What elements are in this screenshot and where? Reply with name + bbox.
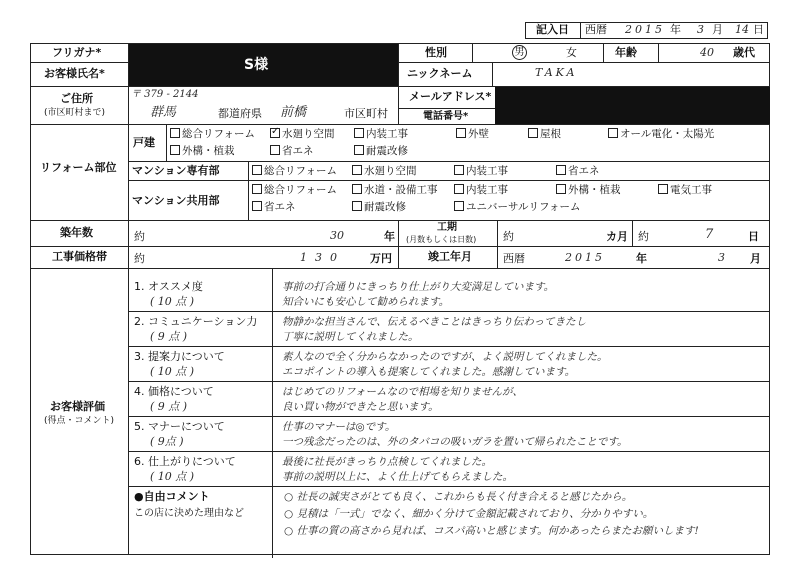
reform-option[interactable] <box>556 184 621 197</box>
evaluation-item-title: 2. コミュニケーション力 <box>134 315 258 328</box>
reform-option[interactable] <box>352 201 406 214</box>
reform-checkbox[interactable] <box>556 165 566 175</box>
free-comment-line-2: ○ 見積は「一式」でなく、細かく分けて金額記載されており、分かりやすい。 <box>284 508 654 520</box>
completion-month: 3 <box>718 251 725 264</box>
reform-checkbox[interactable] <box>354 145 364 155</box>
evaluation-sub: (得点・コメント) <box>44 416 115 426</box>
customer-name-value: S様 <box>244 57 269 73</box>
reform-option[interactable] <box>270 128 335 141</box>
period-sub: (月数もしくは日数) <box>406 235 477 244</box>
prefecture-unit: 都道府県 <box>218 107 262 120</box>
gender-label: 性別 <box>425 46 447 59</box>
reform-option-label: 電気工事 <box>670 184 712 196</box>
entry-date-day: 14 <box>735 23 749 36</box>
period-label: 工期 <box>437 222 457 233</box>
evaluation-item-comment: 知合いにも安心して勧められます。 <box>282 296 450 308</box>
reform-option[interactable] <box>354 128 408 141</box>
entry-date-era: 西暦 <box>585 23 607 36</box>
evaluation-item-score: ( 10 点 ) <box>150 470 195 483</box>
period-day-unit: 日 <box>748 230 759 243</box>
reform-checkbox[interactable] <box>658 184 668 194</box>
reform-option-label: 省エネ <box>264 201 296 213</box>
reform-checkbox[interactable] <box>170 145 180 155</box>
reform-option-label: 耐震改修 <box>366 145 408 157</box>
evaluation-item-comment: 最後に社長がきっちり点検してくれました。 <box>282 456 492 468</box>
nickname-value: TAKA <box>535 66 578 79</box>
reform-option-label: ユニバーサルリフォーム <box>466 201 581 213</box>
evaluation-item-score: ( 9点 ) <box>150 435 184 448</box>
completion-month-unit: 月 <box>750 252 761 265</box>
reform-group-label: マンション専有部 <box>132 164 220 177</box>
evaluation-item-title: 1. オススメ度 <box>134 280 203 293</box>
period-days-value: 7 <box>705 227 714 242</box>
reform-option[interactable] <box>352 165 417 178</box>
age-value: 40 <box>700 46 714 59</box>
evaluation-item-score: ( 9 点 ) <box>150 400 188 413</box>
reform-option-label: 水廻り空間 <box>282 128 335 140</box>
reform-checkbox[interactable] <box>252 201 262 211</box>
reform-option-label: 総合リフォーム <box>264 165 337 177</box>
reform-group-label: マンション共用部 <box>132 193 220 207</box>
reform-option-label: 外壁 <box>468 128 489 140</box>
reform-group-label: 戸建 <box>133 136 155 149</box>
period-month-unit: カ月 <box>606 230 628 243</box>
building-age-unit: 年 <box>384 230 395 243</box>
address-label: ご住所 <box>60 92 93 105</box>
evaluation-item-title: 3. 提案力について <box>134 350 225 363</box>
reform-option[interactable] <box>608 128 714 141</box>
reform-option[interactable] <box>354 145 408 158</box>
reform-option-label: 水道・設備工事 <box>364 184 438 196</box>
evaluation-item-title: 5. マナーについて <box>134 420 225 433</box>
reform-option[interactable] <box>556 165 600 178</box>
reform-option-label: 外構・植栽 <box>182 145 235 157</box>
prefecture-value: 群馬 <box>150 105 177 120</box>
city-value: 前橋 <box>280 105 307 120</box>
reform-option[interactable] <box>454 165 508 178</box>
reform-checkbox[interactable] <box>252 184 262 194</box>
reform-checkbox[interactable] <box>528 128 538 138</box>
building-age-approx: 約 <box>134 230 145 243</box>
building-age-value: 30 <box>330 229 344 242</box>
evaluation-item-comment: 丁寧に説明してくれました。 <box>282 331 419 343</box>
city-unit: 市区町村 <box>344 107 388 120</box>
address-sub: (市区町村まで) <box>44 108 106 118</box>
evaluation-item-comment: はじめてのリフォームなので相場を知りませんが、 <box>282 386 523 398</box>
free-comment-title: ●自由コメント <box>134 490 210 503</box>
reform-checkbox[interactable] <box>456 128 466 138</box>
completion-era: 西暦 <box>503 252 525 265</box>
reform-checkbox[interactable] <box>454 184 464 194</box>
price-value: 130 <box>300 251 345 264</box>
age-label: 年齢 <box>615 46 637 59</box>
evaluation-item-comment: 物静かな担当さんで、伝えるべきことはきっちり伝わってきたし <box>282 316 587 328</box>
evaluation-item-comment: 一つ残念だったのは、外のタバコの吸いガラを置いて帰られたことです。 <box>282 436 628 448</box>
nickname-label: ニックネーム <box>407 67 473 80</box>
reform-option[interactable] <box>456 128 489 141</box>
period-approx2: 約 <box>638 230 649 243</box>
reform-option[interactable] <box>454 184 508 197</box>
reform-option-label: 内装工事 <box>466 165 508 177</box>
reform-option-label: 総合リフォーム <box>182 128 255 140</box>
free-comment-sub: この店に決めた理由など <box>134 508 244 519</box>
reform-option-label: 水廻り空間 <box>364 165 417 177</box>
reform-checkbox[interactable] <box>454 201 464 211</box>
reform-checkbox[interactable] <box>556 184 566 194</box>
reform-checkbox[interactable] <box>608 128 618 138</box>
entry-date-month: 3 <box>697 23 704 36</box>
reform-checkbox[interactable] <box>270 128 280 138</box>
email-label: メールアドレス* <box>409 90 492 103</box>
gender-male: 男 <box>512 45 527 60</box>
evaluation-item-title: 6. 仕上がりについて <box>134 455 236 468</box>
completion-label: 竣工年月 <box>428 250 472 263</box>
entry-date-label: 記入日 <box>536 23 569 36</box>
building-age-label: 築年数 <box>60 226 93 239</box>
reform-checkbox[interactable] <box>170 128 180 138</box>
reform-option-label: 耐震改修 <box>364 201 406 213</box>
completion-year-unit: 年 <box>636 252 647 265</box>
reform-option-label: 屋根 <box>540 128 561 140</box>
reform-section-label: リフォーム部位 <box>40 161 117 174</box>
day-unit: 日 <box>753 23 764 36</box>
reform-checkbox[interactable] <box>352 165 362 175</box>
furigana-label: フリガナ* <box>52 46 102 59</box>
reform-checkbox[interactable] <box>352 184 362 194</box>
evaluation-item-score: ( 9 点 ) <box>150 330 188 343</box>
reform-option-label: 外構・植栽 <box>568 184 621 196</box>
reform-option[interactable] <box>252 184 337 197</box>
evaluation-item-comment: 素人なので全く分からなかったのですが、よく説明してくれました。 <box>282 351 608 363</box>
free-comment-line-1: ○ 社長の誠実さがとても良く、これからも長く付き合えると感じたから。 <box>284 491 633 503</box>
month-unit: 月 <box>712 23 723 36</box>
reform-option[interactable] <box>252 201 296 214</box>
reform-option[interactable] <box>170 128 255 141</box>
evaluation-item-comment: エコポイントの導入も提案してくれました。感謝しています。 <box>282 366 576 378</box>
evaluation-item-comment: 仕事のマナーは◎です。 <box>282 421 396 433</box>
reform-checkbox[interactable] <box>270 145 280 155</box>
entry-date-year: 2015 <box>625 23 665 36</box>
reform-option[interactable] <box>170 145 235 158</box>
completion-year: 2015 <box>565 251 605 264</box>
reform-checkbox[interactable] <box>352 201 362 211</box>
postal-value: 〒 379 - 2144 <box>131 89 199 100</box>
reform-option[interactable] <box>252 165 337 178</box>
price-label: 工事価格帯 <box>52 250 107 263</box>
age-unit: 歳代 <box>733 46 755 59</box>
evaluation-item-score: ( 10 点 ) <box>150 295 195 308</box>
reform-option-label: 内装工事 <box>466 184 508 196</box>
reform-option-label: 省エネ <box>282 145 314 157</box>
price-unit: 万円 <box>370 252 392 265</box>
evaluation-item-comment: 良い買い物ができたと思います。 <box>282 401 439 413</box>
reform-option[interactable] <box>658 184 712 197</box>
contact-redaction <box>495 87 770 124</box>
evaluation-item-comment: 事前の打合通りにきっちり仕上がり大変満足しています。 <box>282 281 555 293</box>
reform-checkbox[interactable] <box>454 165 464 175</box>
reform-option[interactable] <box>352 184 438 197</box>
reform-option[interactable] <box>270 145 314 158</box>
reform-option-label: オール電化・太陽光 <box>620 128 715 140</box>
reform-checkbox[interactable] <box>252 165 262 175</box>
phone-label: 電話番号* <box>423 111 469 122</box>
evaluation-item-score: ( 10 点 ) <box>150 365 195 378</box>
evaluation-label: お客様評価 <box>50 400 105 413</box>
reform-option[interactable] <box>528 128 561 141</box>
gender-female: 女 <box>566 46 577 59</box>
name-label: お客様氏名* <box>44 67 105 80</box>
reform-option[interactable] <box>454 201 580 214</box>
period-approx: 約 <box>503 230 514 243</box>
year-unit: 年 <box>670 23 681 36</box>
evaluation-item-comment: 事前の説明以上に、よく仕上げてもらえました。 <box>282 471 513 483</box>
reform-option-label: 内装工事 <box>366 128 408 140</box>
reform-option-label: 総合リフォーム <box>264 184 337 196</box>
reform-option-label: 省エネ <box>568 165 600 177</box>
reform-checkbox[interactable] <box>354 128 364 138</box>
price-approx: 約 <box>134 252 145 265</box>
free-comment-line-3: ○ 仕事の質の高さから見れば、コスパ高いと感じます。何かあったらまたお願いします! <box>284 525 699 537</box>
evaluation-item-title: 4. 価格について <box>134 385 214 398</box>
